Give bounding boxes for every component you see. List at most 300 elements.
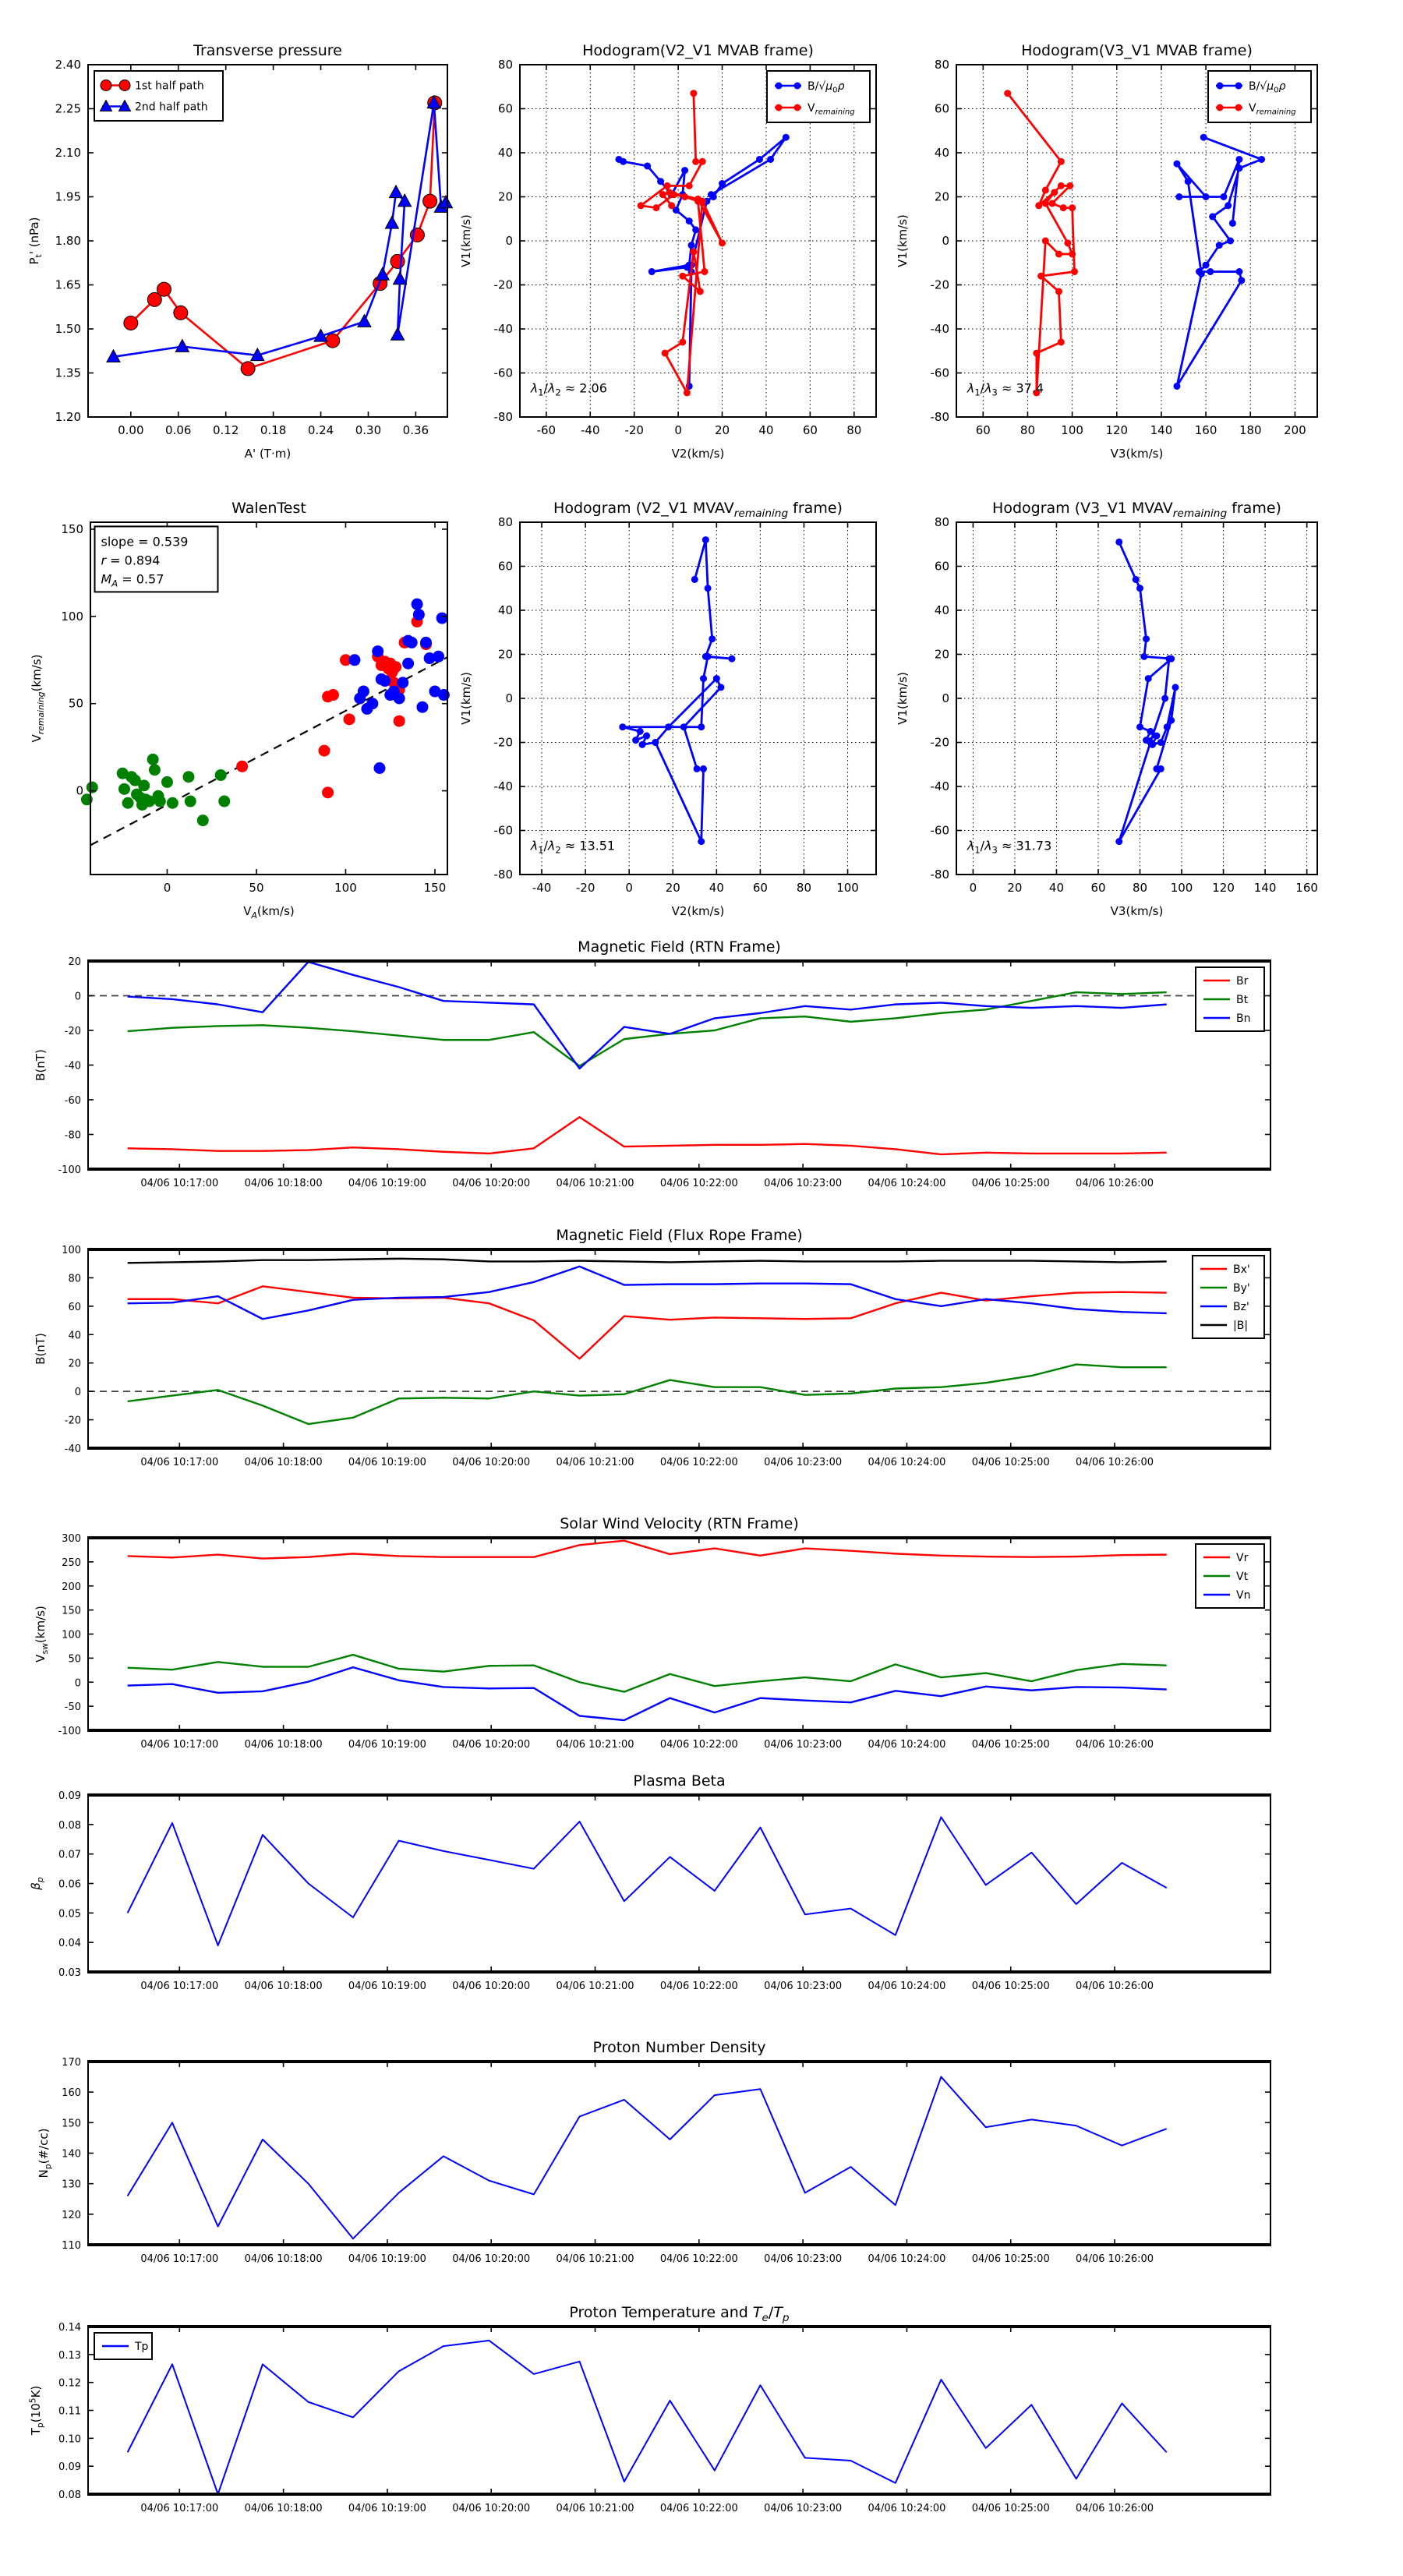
- ticks: [58, 1533, 1270, 1751]
- series-V-hodogram: [619, 536, 735, 845]
- svg-text:160: 160: [1295, 881, 1318, 895]
- svg-text:04/06 10:22:00: 04/06 10:22:00: [659, 2253, 738, 2265]
- svg-text:-60: -60: [64, 1095, 81, 1107]
- svg-text:100: 100: [62, 1629, 81, 1641]
- svg-text:-40: -40: [930, 322, 949, 336]
- svg-text:20: 20: [934, 189, 949, 204]
- svg-text:40: 40: [497, 146, 513, 160]
- svg-text:60: 60: [752, 881, 768, 895]
- svg-text:0.09: 0.09: [58, 1790, 81, 1802]
- svg-text:04/06 10:22:00: 04/06 10:22:00: [659, 1981, 738, 1992]
- svg-text:160: 160: [62, 2087, 81, 2100]
- svg-text:0: 0: [163, 881, 171, 895]
- panel-hodogram-v2v1-mvav: [459, 500, 876, 918]
- svg-text:-80: -80: [930, 868, 949, 882]
- svg-text:2.40: 2.40: [55, 58, 81, 72]
- svg-text:B/√μ0ρ: $B/√\mu_0\rho$: [1249, 80, 1286, 95]
- svg-text:20: 20: [665, 881, 680, 895]
- series-|B|: [128, 1259, 1167, 1263]
- svg-text:20: 20: [497, 647, 513, 662]
- svg-text:-20: -20: [624, 423, 644, 437]
- annotation: $\lambda_1/\lambda_2 \approx 2.06$: [530, 380, 607, 398]
- svg-text:150: 150: [61, 521, 83, 536]
- svg-text:1st half path: 1st half path: [135, 80, 204, 93]
- svg-text:04/06 10:18:00: 04/06 10:18:00: [244, 1981, 323, 1992]
- svg-text:-40: -40: [532, 881, 552, 895]
- svg-text:1.35: 1.35: [55, 366, 81, 380]
- svg-text:0.05: 0.05: [58, 1908, 81, 1921]
- series-Bt: [128, 992, 1167, 1066]
- panel-hodogram-v3v1-mvav: [896, 500, 1318, 918]
- svg-text:140: 140: [1150, 423, 1173, 437]
- svg-text:100: 100: [836, 881, 859, 895]
- svg-text:04/06 10:17:00: 04/06 10:17:00: [140, 2253, 219, 2265]
- svg-text:0: 0: [74, 991, 81, 1003]
- chart-title: Hodogram(V2_V1 MVAB frame): [582, 42, 814, 59]
- svg-text:0.06: 0.06: [165, 423, 192, 437]
- grid: [956, 522, 1317, 875]
- svg-text:20: 20: [68, 956, 81, 968]
- x-axis-label: A' (T·m): [244, 447, 292, 461]
- svg-text:60: 60: [497, 101, 513, 116]
- chart-title: Hodogram(V3_V1 MVAB frame): [1021, 42, 1253, 59]
- panel-solar-wind-velocity: [34, 1515, 1271, 1751]
- svg-text:140: 140: [62, 2148, 81, 2161]
- panel-proton-number-density: [37, 2039, 1271, 2265]
- panel-walen-test: [30, 500, 450, 921]
- svg-text:0.04: 0.04: [58, 1938, 81, 1950]
- svg-text:50: 50: [68, 1653, 81, 1666]
- axes-frame: [88, 2062, 1270, 2245]
- chart-title: Plasma Beta: [633, 1772, 726, 1790]
- y-axis-label: V1(km/s): [896, 214, 910, 267]
- svg-text:0.36: 0.36: [402, 423, 429, 437]
- panel-hodogram-v2v1-mvab: [459, 42, 876, 461]
- y-axis-label: $V_{sw}(km/s)$: [34, 1606, 50, 1663]
- svg-text:40: 40: [709, 881, 724, 895]
- svg-text:04/06 10:25:00: 04/06 10:25:00: [971, 1178, 1050, 1189]
- svg-text:-20: -20: [575, 881, 595, 895]
- svg-text:04/06 10:18:00: 04/06 10:18:00: [244, 1739, 323, 1751]
- svg-text:60: 60: [934, 559, 949, 574]
- svg-text:-60: -60: [493, 366, 513, 380]
- svg-text:04/06 10:23:00: 04/06 10:23:00: [764, 1739, 843, 1751]
- svg-text:Vn: Vn: [1236, 1589, 1251, 1602]
- svg-text:04/06 10:24:00: 04/06 10:24:00: [868, 2503, 946, 2514]
- x-axis-label: V3(km/s): [1110, 904, 1164, 918]
- svg-text:04/06 10:19:00: 04/06 10:19:00: [348, 1457, 426, 1468]
- svg-text:-40: -40: [64, 1443, 81, 1455]
- svg-text:0.08: 0.08: [58, 2489, 81, 2501]
- svg-text:04/06 10:26:00: 04/06 10:26:00: [1076, 1739, 1154, 1751]
- series-Bz': [128, 1267, 1167, 1319]
- legend: [767, 71, 870, 122]
- svg-text:20: 20: [714, 423, 730, 437]
- svg-text:80: 80: [934, 58, 949, 72]
- annotation: $\lambda_1/\lambda_3 \approx 37.4$: [967, 380, 1044, 398]
- chart-title: Magnetic Field (Flux Rope Frame): [556, 1227, 803, 1244]
- svg-text:04/06 10:22:00: 04/06 10:22:00: [659, 1739, 738, 1751]
- svg-text:140: 140: [1253, 881, 1277, 895]
- svg-text:50: 50: [68, 696, 83, 711]
- svg-text:1.50: 1.50: [55, 322, 81, 336]
- y-axis-label: V1(km/s): [459, 214, 473, 267]
- x-axis-label: $V_A(km/s)$: [243, 904, 295, 921]
- svg-text:04/06 10:25:00: 04/06 10:25:00: [971, 1739, 1050, 1751]
- svg-text:80: 80: [934, 515, 949, 529]
- svg-text:100: 100: [61, 609, 83, 624]
- series-first-half-points: [236, 616, 432, 798]
- svg-text:B/√μ0ρ: $B/√\mu_0\rho$: [808, 80, 845, 95]
- svg-text:100: 100: [334, 881, 357, 895]
- svg-text:0.08: 0.08: [58, 1819, 81, 1832]
- y-axis-label: V1(km/s): [459, 672, 473, 725]
- svg-text:0.18: 0.18: [260, 423, 287, 437]
- svg-text:04/06 10:19:00: 04/06 10:19:00: [348, 2253, 426, 2265]
- svg-text:180: 180: [1239, 423, 1262, 437]
- y-axis-label: $N_p(\#/cc)$: [37, 2128, 53, 2178]
- svg-text:170: 170: [62, 2057, 81, 2069]
- svg-text:0.30: 0.30: [355, 423, 382, 437]
- x-axis-label: V2(km/s): [671, 447, 725, 461]
- svg-text:20: 20: [934, 647, 949, 662]
- series-Bx': [128, 1286, 1167, 1359]
- svg-text:-100: -100: [58, 1164, 81, 1176]
- svg-text:100: 100: [1061, 423, 1083, 437]
- svg-text:04/06 10:20:00: 04/06 10:20:00: [452, 2503, 531, 2514]
- svg-text:80: 80: [1132, 881, 1148, 895]
- svg-text:04/06 10:26:00: 04/06 10:26:00: [1076, 2253, 1154, 2265]
- y-axis-label: $P_t'$ (nPa): [27, 217, 44, 265]
- svg-text:Tp: Tp: [135, 2341, 149, 2353]
- svg-text:04/06 10:17:00: 04/06 10:17:00: [140, 2503, 219, 2514]
- svg-text:0: 0: [76, 783, 83, 798]
- svg-text:0: 0: [74, 1387, 81, 1399]
- svg-text:80: 80: [796, 881, 812, 895]
- x-axis-label: V2(km/s): [671, 904, 725, 918]
- svg-text:04/06 10:23:00: 04/06 10:23:00: [764, 1178, 843, 1189]
- panel-magnetic-field-rtn: [34, 938, 1271, 1189]
- svg-text:20: 20: [497, 189, 513, 204]
- series-inbound-points: [81, 754, 230, 826]
- svg-text:-40: -40: [64, 1060, 81, 1072]
- y-axis-label: B(nT): [34, 1333, 48, 1365]
- svg-text:120: 120: [1105, 423, 1129, 437]
- svg-text:04/06 10:22:00: 04/06 10:22:00: [659, 1178, 738, 1189]
- series-Tp: [128, 2341, 1167, 2494]
- svg-text:0.03: 0.03: [58, 1967, 81, 1979]
- svg-text:Bt: Bt: [1236, 994, 1249, 1006]
- legend: [1193, 1256, 1264, 1338]
- svg-text:04/06 10:18:00: 04/06 10:18:00: [244, 1178, 323, 1189]
- svg-text:40: 40: [497, 603, 513, 617]
- annotation: $\lambda_1/\lambda_2 \approx 13.51$: [530, 838, 616, 856]
- svg-text:-80: -80: [493, 868, 513, 882]
- svg-text:Bn: Bn: [1236, 1012, 1251, 1025]
- svg-text:250: 250: [62, 1557, 81, 1569]
- svg-text:04/06 10:25:00: 04/06 10:25:00: [971, 2503, 1050, 2514]
- y-axis-label: $\beta_p$: [29, 1877, 45, 1890]
- svg-text:04/06 10:20:00: 04/06 10:20:00: [452, 2253, 531, 2265]
- svg-text:60: 60: [1090, 881, 1106, 895]
- series-Br: [128, 1117, 1167, 1154]
- series-V-hodogram: [1115, 539, 1179, 845]
- legend: [1208, 71, 1311, 122]
- svg-text:150: 150: [62, 2118, 81, 2130]
- axes-frame: [88, 1249, 1270, 1448]
- chart-title: Hodogram (V3_V1 $MVAV_{remaining}$ frame): [992, 500, 1281, 520]
- svg-text:Bz': Bz': [1233, 1301, 1249, 1313]
- svg-text:04/06 10:18:00: 04/06 10:18:00: [244, 2253, 323, 2265]
- chart-title: Hodogram (V2_V1 $MVAV_{remaining}$ frame): [553, 500, 843, 520]
- svg-text:0: 0: [505, 691, 513, 705]
- svg-text:04/06 10:24:00: 04/06 10:24:00: [868, 1457, 946, 1468]
- series-Vr: [128, 1541, 1167, 1559]
- svg-text:-20: -20: [64, 1415, 81, 1427]
- svg-text:40: 40: [934, 146, 949, 160]
- svg-text:04/06 10:26:00: 04/06 10:26:00: [1076, 2503, 1154, 2514]
- ticks: [58, 2322, 1270, 2514]
- svg-text:04/06 10:23:00: 04/06 10:23:00: [764, 1981, 843, 1992]
- svg-text:04/06 10:17:00: 04/06 10:17:00: [140, 1739, 219, 1751]
- svg-text:-20: -20: [493, 735, 513, 750]
- svg-text:0: 0: [969, 881, 977, 895]
- svg-text:-20: -20: [930, 735, 949, 750]
- svg-text:04/06 10:24:00: 04/06 10:24:00: [868, 1981, 946, 1992]
- y-axis-label: V1(km/s): [896, 672, 910, 725]
- svg-text:0: 0: [505, 234, 513, 248]
- svg-text:1.95: 1.95: [55, 189, 81, 204]
- svg-text:-40: -40: [930, 779, 949, 793]
- svg-text:160: 160: [1194, 423, 1217, 437]
- legend: [1196, 1544, 1264, 1608]
- svg-text:0: 0: [625, 881, 633, 895]
- svg-text:0.12: 0.12: [212, 423, 239, 437]
- svg-text:04/06 10:22:00: 04/06 10:22:00: [659, 2503, 738, 2514]
- svg-text:04/06 10:17:00: 04/06 10:17:00: [140, 1178, 219, 1189]
- series-2nd half path: [107, 96, 453, 362]
- svg-text:-80: -80: [64, 1129, 81, 1142]
- svg-text:0: 0: [674, 423, 682, 437]
- svg-text:0.10: 0.10: [58, 2433, 81, 2446]
- panel-hodogram-v3v1-mvab: [896, 42, 1317, 461]
- svg-text:-80: -80: [493, 410, 513, 424]
- svg-text:r = 0.894: r = 0.894: [101, 553, 161, 568]
- svg-text:60: 60: [802, 423, 818, 437]
- series-V-remaining: [1004, 90, 1078, 396]
- chart-title: Magnetic Field (RTN Frame): [578, 938, 781, 956]
- series-B-scaled: [1173, 134, 1265, 390]
- svg-text:04/06 10:21:00: 04/06 10:21:00: [556, 1739, 634, 1751]
- svg-text:04/06 10:20:00: 04/06 10:20:00: [452, 1457, 531, 1468]
- ticks: [62, 1245, 1270, 1468]
- svg-text:200: 200: [62, 1581, 81, 1593]
- axes-frame: [88, 1795, 1270, 1972]
- svg-text:0.07: 0.07: [58, 1849, 81, 1861]
- svg-text:120: 120: [1212, 881, 1235, 895]
- svg-text:-60: -60: [930, 823, 949, 838]
- svg-text:-40: -40: [493, 779, 513, 793]
- series-second-half-points: [348, 599, 449, 774]
- svg-text:|B|: |B|: [1233, 1320, 1249, 1332]
- svg-text:04/06 10:23:00: 04/06 10:23:00: [764, 1457, 843, 1468]
- series-Np: [128, 2077, 1167, 2239]
- svg-text:80: 80: [1020, 423, 1036, 437]
- svg-text:Vremaining: $V_{remaining}$: [808, 102, 855, 117]
- svg-text:-40: -40: [493, 322, 513, 336]
- svg-text:04/06 10:21:00: 04/06 10:21:00: [556, 1178, 634, 1189]
- annotation: $\lambda_1/\lambda_3 \approx 31.73$: [967, 838, 1052, 856]
- svg-text:0.12: 0.12: [58, 2377, 81, 2390]
- svg-text:60: 60: [68, 1301, 81, 1313]
- svg-text:04/06 10:17:00: 04/06 10:17:00: [140, 1457, 219, 1468]
- svg-text:slope = 0.539: slope = 0.539: [101, 534, 189, 549]
- series-V-remaining: [638, 90, 726, 396]
- chart-title: WalenTest: [231, 500, 306, 517]
- svg-text:40: 40: [934, 603, 949, 617]
- svg-text:2.25: 2.25: [55, 101, 81, 116]
- svg-text:04/06 10:17:00: 04/06 10:17:00: [140, 1981, 219, 1992]
- svg-text:-60: -60: [493, 823, 513, 838]
- svg-text:04/06 10:26:00: 04/06 10:26:00: [1076, 1981, 1154, 1992]
- chart-title: Transverse pressure: [193, 42, 342, 59]
- svg-text:300: 300: [62, 1533, 81, 1545]
- svg-text:80: 80: [497, 515, 513, 529]
- svg-text:1.20: 1.20: [55, 410, 81, 424]
- svg-text:0.14: 0.14: [58, 2322, 81, 2334]
- svg-text:MA = 0.57: $M_A = 0.57$: [101, 571, 164, 589]
- panel-transverse-pressure: [27, 42, 453, 461]
- svg-text:20: 20: [68, 1358, 81, 1370]
- svg-text:04/06 10:19:00: 04/06 10:19:00: [348, 1739, 426, 1751]
- svg-text:04/06 10:21:00: 04/06 10:21:00: [556, 2503, 634, 2514]
- svg-text:-20: -20: [493, 277, 513, 292]
- svg-text:Br: Br: [1236, 975, 1249, 988]
- svg-text:04/06 10:25:00: 04/06 10:25:00: [971, 1981, 1050, 1992]
- svg-text:-100: -100: [58, 1726, 81, 1737]
- svg-text:0.06: 0.06: [58, 1878, 81, 1891]
- svg-text:04/06 10:26:00: 04/06 10:26:00: [1076, 1457, 1154, 1468]
- svg-text:80: 80: [497, 58, 513, 72]
- svg-text:Vt: Vt: [1236, 1571, 1249, 1583]
- chart-title: Solar Wind Velocity (RTN Frame): [560, 1515, 799, 1532]
- svg-text:40: 40: [1048, 881, 1065, 895]
- svg-text:By': By': [1233, 1282, 1250, 1295]
- svg-text:1.65: 1.65: [55, 277, 81, 292]
- svg-text:60: 60: [934, 101, 949, 116]
- svg-text:1.80: 1.80: [55, 234, 81, 248]
- svg-text:110: 110: [62, 2240, 81, 2252]
- svg-text:04/06 10:25:00: 04/06 10:25:00: [971, 2253, 1050, 2265]
- svg-text:0.09: 0.09: [58, 2461, 81, 2474]
- svg-text:-80: -80: [930, 410, 949, 424]
- svg-text:2nd half path: 2nd half path: [135, 101, 208, 114]
- svg-text:130: 130: [62, 2178, 81, 2191]
- svg-text:20: 20: [1007, 881, 1023, 895]
- y-axis-label: B(nT): [34, 1049, 48, 1081]
- series-beta-p: [128, 1817, 1167, 1945]
- svg-text:40: 40: [758, 423, 774, 437]
- series-B-scaled: [615, 134, 789, 390]
- svg-text:150: 150: [62, 1605, 81, 1617]
- svg-text:04/06 10:23:00: 04/06 10:23:00: [764, 2503, 843, 2514]
- svg-text:0: 0: [942, 691, 949, 705]
- svg-text:120: 120: [62, 2209, 81, 2221]
- svg-text:2.10: 2.10: [55, 146, 81, 160]
- svg-text:-60: -60: [930, 366, 949, 380]
- svg-text:-50: -50: [64, 1701, 81, 1714]
- svg-text:Bx': Bx': [1233, 1263, 1250, 1276]
- svg-text:50: 50: [249, 881, 264, 895]
- svg-text:04/06 10:22:00: 04/06 10:22:00: [659, 1457, 738, 1468]
- svg-text:04/06 10:20:00: 04/06 10:20:00: [452, 1178, 531, 1189]
- svg-text:-40: -40: [581, 423, 600, 437]
- svg-text:04/06 10:19:00: 04/06 10:19:00: [348, 2503, 426, 2514]
- svg-text:0: 0: [74, 1677, 81, 1690]
- svg-text:0.11: 0.11: [58, 2405, 81, 2418]
- ticks: [62, 2057, 1270, 2265]
- svg-text:04/06 10:21:00: 04/06 10:21:00: [556, 2253, 634, 2265]
- axes-frame: [88, 2327, 1270, 2494]
- svg-text:04/06 10:24:00: 04/06 10:24:00: [868, 1178, 946, 1189]
- series-Bn: [128, 962, 1167, 1069]
- y-axis-label: $T_p(10^5K)$: [27, 2385, 45, 2436]
- svg-text:04/06 10:18:00: 04/06 10:18:00: [244, 2503, 323, 2514]
- svg-text:Vremaining: $V_{remaining}$: [1249, 102, 1296, 117]
- svg-text:0.13: 0.13: [58, 2349, 81, 2362]
- legend: [1196, 967, 1264, 1031]
- svg-text:04/06 10:20:00: 04/06 10:20:00: [452, 1981, 531, 1992]
- svg-text:0.00: 0.00: [118, 423, 144, 437]
- chart-title: Proton Number Density: [592, 2039, 766, 2056]
- svg-text:80: 80: [846, 423, 862, 437]
- svg-text:04/06 10:24:00: 04/06 10:24:00: [868, 1739, 946, 1751]
- panel-proton-temperature: [27, 2304, 1271, 2514]
- svg-text:0: 0: [942, 234, 949, 248]
- svg-text:60: 60: [975, 423, 991, 437]
- svg-text:-60: -60: [536, 423, 557, 437]
- legend: [94, 71, 223, 121]
- panel-plasma-beta: [29, 1772, 1271, 1992]
- legend: [94, 2333, 152, 2359]
- svg-text:04/06 10:19:00: 04/06 10:19:00: [348, 1981, 426, 1992]
- panel-magnetic-field-fluxrope: [34, 1227, 1271, 1468]
- svg-text:04/06 10:21:00: 04/06 10:21:00: [556, 1981, 634, 1992]
- svg-text:04/06 10:26:00: 04/06 10:26:00: [1076, 1178, 1154, 1189]
- svg-text:04/06 10:20:00: 04/06 10:20:00: [452, 1739, 531, 1751]
- svg-text:40: 40: [68, 1330, 81, 1342]
- svg-text:150: 150: [423, 881, 447, 895]
- svg-text:04/06 10:24:00: 04/06 10:24:00: [868, 2253, 946, 2265]
- svg-text:Vr: Vr: [1236, 1552, 1249, 1564]
- svg-text:04/06 10:25:00: 04/06 10:25:00: [971, 1457, 1050, 1468]
- svg-text:04/06 10:21:00: 04/06 10:21:00: [556, 1457, 634, 1468]
- svg-text:04/06 10:19:00: 04/06 10:19:00: [348, 1178, 426, 1189]
- svg-text:-20: -20: [930, 277, 949, 292]
- svg-text:100: 100: [62, 1245, 81, 1256]
- svg-text:04/06 10:23:00: 04/06 10:23:00: [764, 2253, 843, 2265]
- svg-text:0.24: 0.24: [307, 423, 334, 437]
- series-By': [128, 1365, 1167, 1425]
- svg-text:-20: -20: [64, 1026, 81, 1037]
- y-axis-label: $V_{remaining}(km/s)$: [30, 654, 46, 743]
- x-axis-label: V3(km/s): [1110, 447, 1164, 461]
- svg-text:100: 100: [1170, 881, 1193, 895]
- svg-text:200: 200: [1284, 423, 1306, 437]
- svg-text:60: 60: [497, 559, 513, 574]
- svg-text:04/06 10:18:00: 04/06 10:18:00: [244, 1457, 323, 1468]
- svg-text:80: 80: [68, 1273, 81, 1285]
